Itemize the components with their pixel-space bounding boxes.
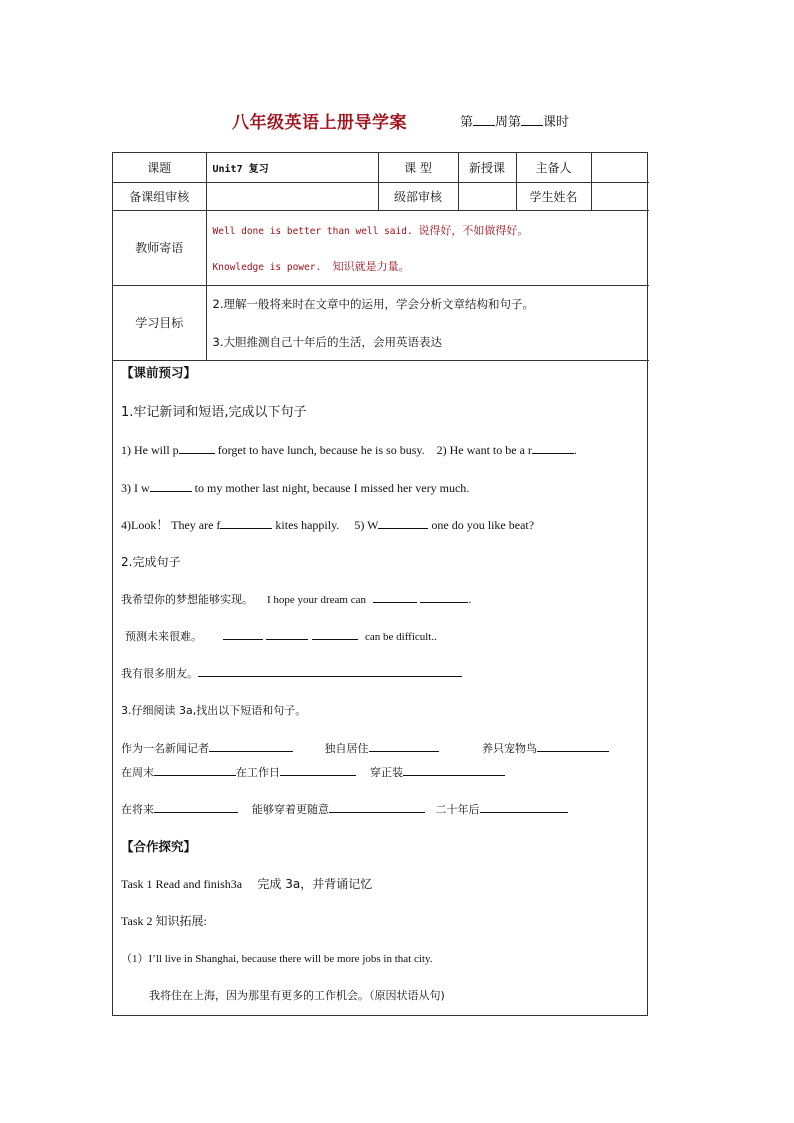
topic-label: 课题 [113, 153, 206, 182]
q2-sentence-1: 我希望你的梦想能够实现。 I hope your dream can . [121, 590, 471, 607]
lesson-blank[interactable] [521, 113, 543, 126]
group-review-value[interactable] [206, 182, 378, 210]
teacher-message-label: 教师寄语 [113, 210, 206, 285]
q3-row-2: 在周末 在工作日 穿正装 [121, 763, 505, 780]
group-review-label: 备课组审核 [113, 182, 206, 210]
q3-row-3: 在将来 能够穿着更随意 二十年后 [121, 800, 568, 817]
example-sentence-1: （1）I’ll live in Shanghai, because there will be more jobs in that city. [121, 953, 433, 965]
answer-blank[interactable] [198, 664, 462, 677]
teacher-message-line-2: Knowledge is power. 知识就是力量。 [212, 259, 410, 273]
answer-blank[interactable] [480, 800, 568, 813]
q2-sentence-2: 预测未来很难。 can be difficult.. [125, 627, 437, 644]
preparer-value[interactable] [591, 153, 649, 182]
student-name-label: 学生姓名 [516, 182, 591, 210]
answer-blank[interactable] [403, 763, 505, 776]
q3-row-1: 作为一名新闻记者 独自居住 养只宠物鸟 [121, 739, 609, 756]
goal-item: 2.理解一般将来时在文章中的运用，学会分析文章结构和句子。 [212, 296, 534, 311]
title-row [0, 108, 794, 132]
answer-blank[interactable] [420, 590, 468, 603]
goal-item: 3.大胆推测自己十年后的生活，会用英语表达 [212, 334, 442, 349]
topic-value: Unit7 复习 [206, 153, 378, 182]
answer-blank[interactable] [223, 627, 263, 640]
answer-blank[interactable] [537, 739, 609, 752]
answer-blank[interactable] [266, 627, 308, 640]
dept-review-label: 级部审核 [378, 182, 458, 210]
q2-sentence-3: 我有很多朋友。 [121, 664, 462, 681]
task-2: Task 2 知识拓展: [121, 914, 207, 928]
answer-blank[interactable] [220, 516, 272, 529]
type-value: 新授课 [458, 153, 516, 182]
answer-blank[interactable] [373, 590, 417, 603]
page-title: 八年级英语上册导学案 [232, 113, 407, 133]
answer-blank[interactable] [179, 441, 215, 454]
q3-title: 3.仔细阅读 3a,找出以下短语和句子。 [121, 704, 307, 717]
preview-section-title: 【课前预习】 [121, 365, 197, 380]
answer-blank[interactable] [280, 763, 356, 776]
info-table [113, 153, 649, 361]
coop-section-title: 【合作探究】 [121, 839, 197, 854]
teacher-message-line-1: Well done is better than well said. 说得好，不如做得好。 [212, 223, 529, 237]
preparer-label: 主备人 [516, 153, 591, 182]
worksheet [112, 152, 648, 1016]
q2-title: 2.完成句子 [121, 555, 181, 569]
q1-sentence-4-5: 4)Look！ They are f kites happily. 5) W one do you like beat? [121, 518, 535, 532]
answer-blank[interactable] [154, 763, 236, 776]
student-name-value[interactable] [591, 182, 649, 210]
task-1: Task 1 Read and finish3a 完成 3a，并背诵记忆 [121, 877, 373, 891]
answer-blank[interactable] [312, 627, 358, 640]
type-label: 课 型 [378, 153, 458, 182]
answer-blank[interactable] [154, 800, 238, 813]
answer-blank[interactable] [369, 739, 439, 752]
learning-goals [206, 285, 649, 360]
q1-sentence-1-2: 1) He will p forget to have lunch, because he is so busy. 2) He want to be a r . [121, 443, 577, 457]
answer-blank[interactable] [329, 800, 425, 813]
answer-blank[interactable] [209, 739, 293, 752]
dept-review-value[interactable] [458, 182, 516, 210]
q1-sentence-3: 3) I w to my mother last night, because I missed her very much. [121, 481, 470, 495]
q1-title: 1.牢记新词和短语,完成以下句子 [121, 405, 307, 420]
answer-blank[interactable] [378, 516, 428, 529]
example-translation-1: 我将住在上海，因为那里有更多的工作机会。（原因状语从句) [149, 989, 445, 1002]
answer-blank[interactable] [532, 441, 574, 454]
goals-label: 学习目标 [113, 285, 206, 360]
week-blank[interactable] [473, 113, 495, 126]
week-lesson-label: 第 周第 课时 [460, 115, 570, 130]
teacher-message [206, 210, 649, 285]
answer-blank[interactable] [150, 479, 192, 492]
